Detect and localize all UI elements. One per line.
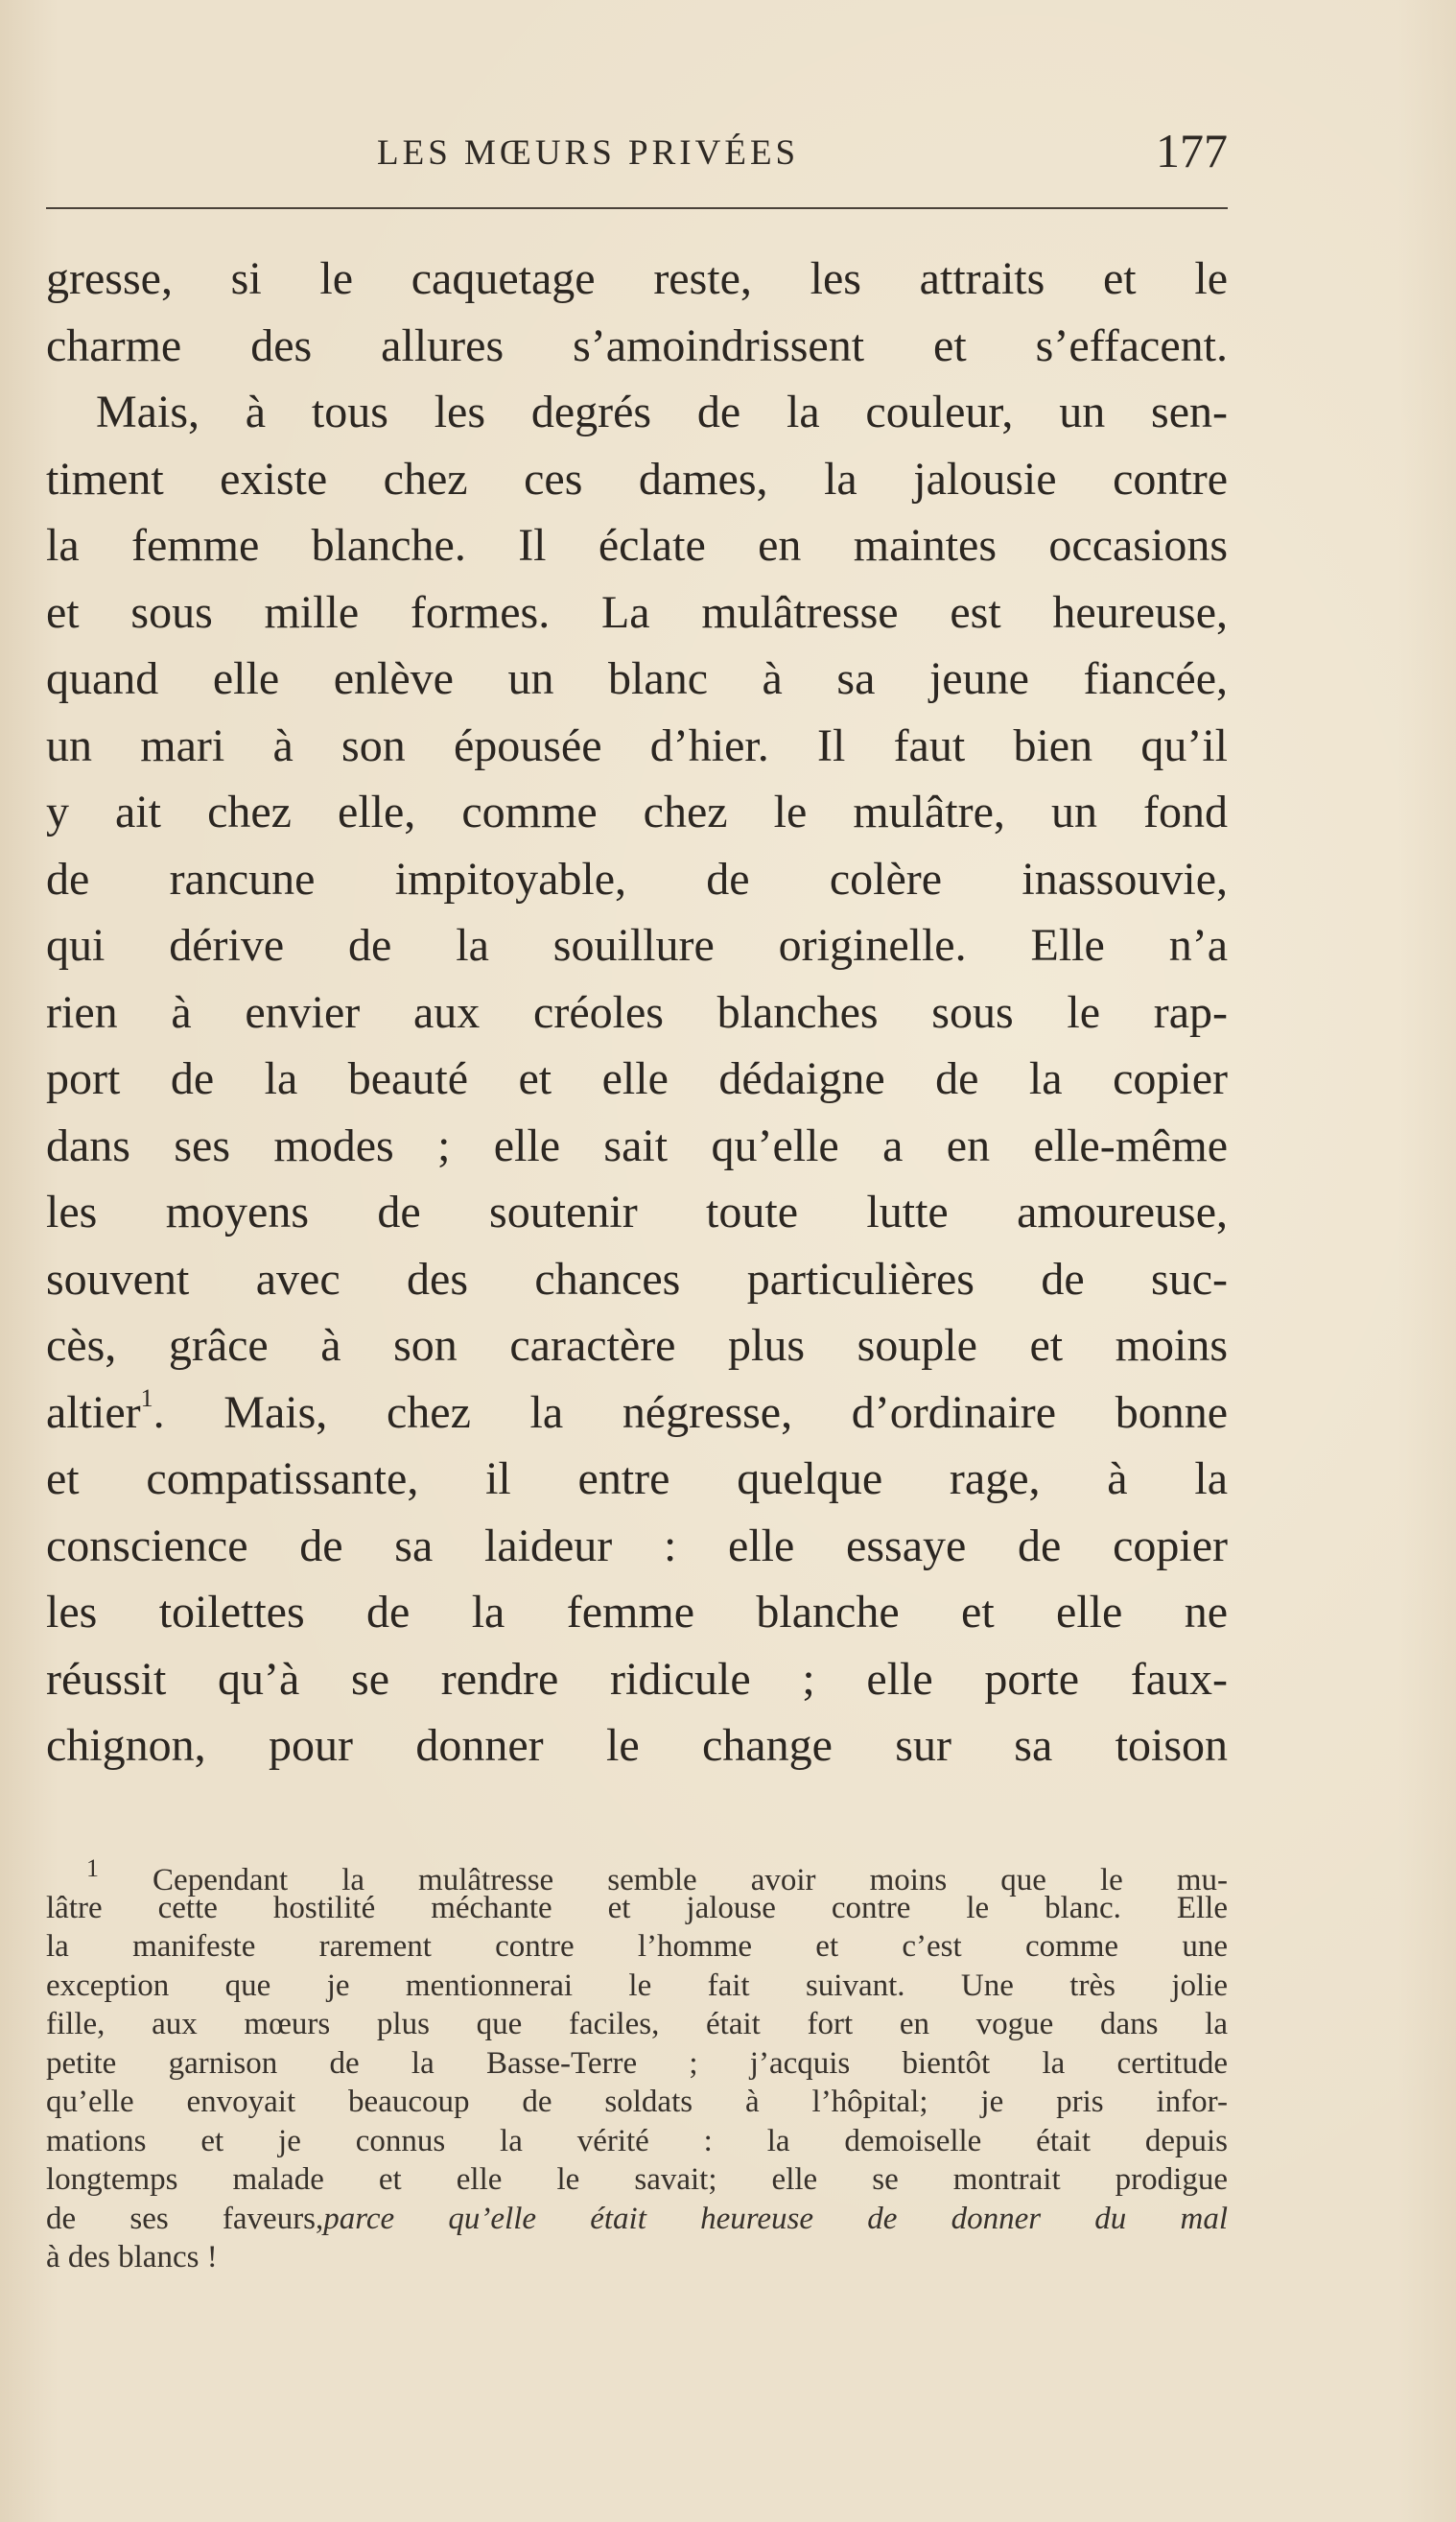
text-line: qui dérive de la souillure originelle. Elle n’a [46,920,1228,971]
text-line: de rancune impitoyable, de colère inassouvie, [46,853,1228,905]
footnote-line [46,2200,1228,2239]
text-line: Mais, à tous les degrés de la couleur, un sen- [96,387,1228,437]
footnote-text: de ses faveurs, [46,2201,324,2236]
footnote-line: petite garnison de la Basse-Terre ; j’acquis bientôt la certitude [46,2045,1228,2081]
text-line: conscience de sa laideur : elle essaye de copier [46,1520,1228,1571]
text-line: un mari à son épousée d’hier. Il faut bien qu’il [46,719,1228,771]
main-text [46,246,1228,1780]
text-fragment: altier [46,1386,141,1438]
text-line: les moyens de soutenir toute lutte amoureuse, [46,1187,1228,1237]
footnote-line [46,1850,1228,1897]
text-line: la femme blanche. Il éclate en maintes occasions [46,520,1228,571]
footnote-reference[interactable]: 1 [140,1383,153,1412]
footnote-text: Cependant la mulâtresse semble avoir moins que le mu- [153,1863,1228,1897]
footnote-line: qu’elle envoyait beaucoup de soldats à l’hôpital; je pris infor- [46,2085,1228,2119]
text-line: chignon, pour donner le change sur sa toison [46,1720,1228,1771]
text-line: souvent avec des chances particulières de suc- [46,1253,1228,1305]
text-line: et sous mille formes. La mulâtresse est heureuse, [46,586,1228,638]
header-rule [46,207,1228,209]
text-line: et compatissante, il entre quelque rage, à la [46,1453,1228,1504]
footnote-line: longtemps malade et elle le savait; elle se montrait prodigue [46,2162,1228,2197]
footnote-line: à des blancs ! [46,2240,218,2275]
text-line: port de la beauté et elle dédaigne de la copier [46,1053,1228,1104]
text-line-with-note [46,1379,1228,1447]
footnote-line: lâtre cette hostilité méchante et jalouse contre le blanc. Elle [46,1890,1228,1925]
footnote-italic-text: parce qu’elle était heureuse de donner du mal [323,2201,1228,2236]
running-title: LES MŒURS PRIVÉES [377,133,800,173]
page-number: 177 [1156,124,1228,177]
text-line: charme des allures s’amoindrissent et s’effacent. [46,319,1228,371]
text-line: réussit qu’à se rendre ridicule ; elle porte faux- [46,1653,1228,1705]
text-line: gresse, si le caquetage reste, les attraits et le [46,253,1228,304]
text-line: quand elle enlève un blanc à sa jeune fiancée, [46,653,1228,704]
text-line: dans ses modes ; elle sait qu’elle a en elle-même [46,1120,1228,1171]
footnote-line: exception que je mentionnerai le fait suivant. Une très jolie [46,1968,1228,2003]
text-fragment: . Mais, chez la négresse, d’ordinaire bonne [153,1386,1228,1438]
text-line: timent existe chez ces dames, la jalousie contre [46,453,1228,505]
text-line: les toilettes de la femme blanche et elle ne [46,1587,1228,1638]
footnote-line: la manifeste rarement contre l’homme et c’est comme une [46,1929,1228,1964]
footnote-mark: 1 [86,1854,99,1882]
footnote [46,1850,1228,2277]
running-head [46,123,1228,180]
text-line: rien à envier aux créoles blanches sous le rap- [46,986,1228,1038]
footnote-line: mations et je connus la vérité : la demoiselle était depuis [46,2123,1228,2158]
text-line: y ait chez elle, comme chez le mulâtre, un fond [46,787,1228,837]
footnote-line: fille, aux mœurs plus que faciles, était fort en vogue dans la [46,2007,1228,2041]
text-line: cès, grâce à son caractère plus souple et moins [46,1320,1228,1371]
